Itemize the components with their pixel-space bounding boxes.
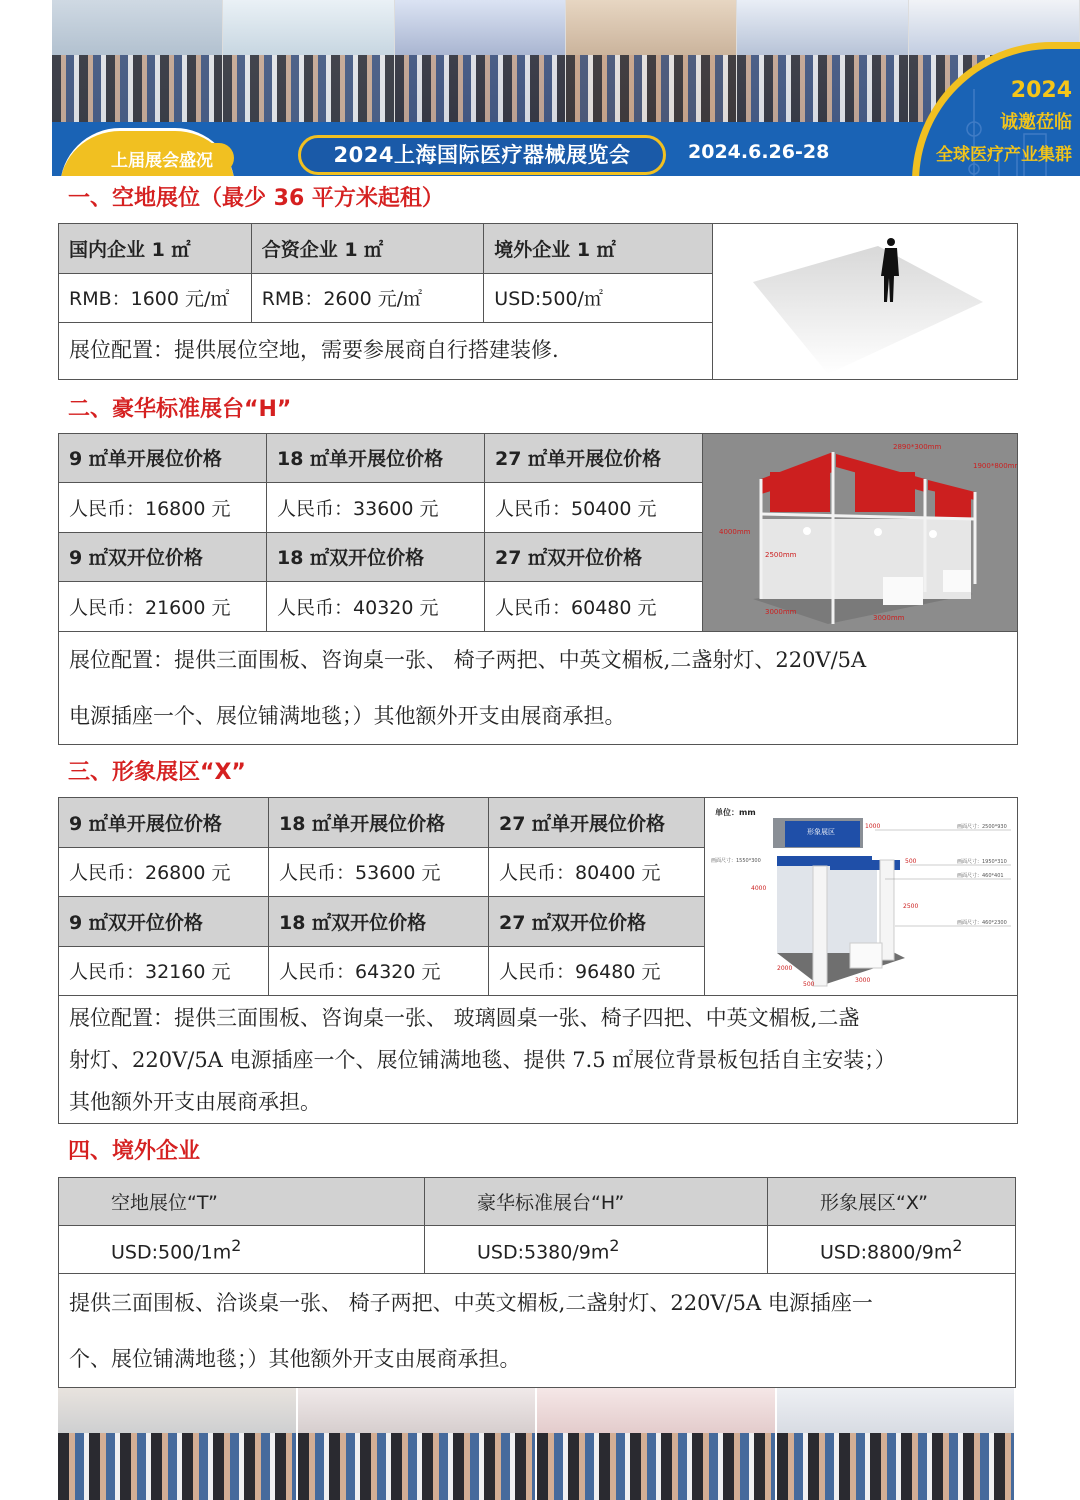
unit-label: 单位：mm xyxy=(715,808,756,817)
photo-collage xyxy=(52,0,1080,122)
table-header: 18 ㎡单开展位价格 xyxy=(267,434,485,483)
exhibition-photo xyxy=(737,0,908,122)
spec-label: 画面尺寸：1550*300 xyxy=(711,858,761,864)
column xyxy=(813,866,827,986)
exhibition-photo xyxy=(298,1388,538,1500)
note-line: 展位配置：提供三面围板、咨询桌一张、 椅子两把、中英文楣板,二盏射灯、220V/5A xyxy=(69,648,867,672)
fascia-board xyxy=(770,472,830,512)
spec-label: 画面尺寸：1950*310 xyxy=(957,859,1007,865)
price-cell: 人民币：32160 元 xyxy=(59,946,269,996)
spotlight-icon xyxy=(874,528,882,536)
note-line: 其他额外开支由展商承担。 xyxy=(69,1089,321,1114)
table-header: 27 ㎡单开展位价格 xyxy=(488,798,704,848)
exhibition-photo xyxy=(566,0,737,122)
price-cell: 人民币：21600 元 xyxy=(59,581,267,631)
exhibition-banner xyxy=(52,0,1080,176)
exhibition-photo xyxy=(58,1388,298,1500)
table-header: 9 ㎡单开展位价格 xyxy=(59,798,269,848)
bottom-photo-strip xyxy=(58,1388,1016,1500)
price-cell: 人民币：80400 元 xyxy=(488,847,704,897)
luxury-standard-price-table xyxy=(58,433,1018,745)
note-line: 射灯、220V/5A 电源插座一个、展位铺满地毯、提供 7.5 ㎡展位背景板包括自主安装；） xyxy=(69,1047,896,1072)
table-header: 形象展区“X” xyxy=(768,1178,1016,1226)
luxury-booth-image xyxy=(703,434,1018,632)
table-header: 空地展位“T” xyxy=(59,1178,425,1226)
dimension-label: 3000mm xyxy=(765,608,797,616)
dimension-label: 3000 xyxy=(855,977,871,984)
exhibition-title: 2024上海国际医疗器械展览会 xyxy=(298,135,666,175)
invitation-subtext: 全球医疗产业集群 xyxy=(936,145,1072,165)
image-zone-price-table xyxy=(58,797,1018,1124)
table-header: 豪华标准展台“H” xyxy=(425,1178,768,1226)
booth-config-note xyxy=(59,1274,1016,1388)
table-header: 9 ㎡单开展位价格 xyxy=(59,434,267,483)
dimension-label: 2500mm xyxy=(765,551,797,559)
price-cell: 人民币：64320 元 xyxy=(269,946,489,996)
image-zone-booth-diagram xyxy=(705,798,1017,990)
dimension-label: 4000 xyxy=(751,885,767,892)
dimension-label: 500 xyxy=(905,858,917,865)
price-cell: $USD:500/1m^2$ xyxy=(59,1226,425,1274)
image-zone-booth-image xyxy=(705,798,1018,996)
price-cell: 人民币：53600 元 xyxy=(269,847,489,897)
desk xyxy=(943,570,971,592)
table-header: 18 ㎡双开位价格 xyxy=(267,532,485,581)
fascia-board xyxy=(935,491,971,519)
note-line: 展位配置：提供三面围板、咨询桌一张、 玻璃圆桌一张、椅子四把、中英文楣板,二盏 xyxy=(69,1005,860,1030)
table-header: 27 ㎡单开展位价格 xyxy=(485,434,703,483)
dimension-label: 4000mm xyxy=(719,528,751,536)
invitation-year: 2024 xyxy=(1010,78,1072,103)
exhibition-photo xyxy=(537,1388,777,1500)
dimension-label: 1900*800mm xyxy=(973,462,1017,470)
price-cell: 人民币：50400 元 xyxy=(485,482,703,532)
spotlight-icon xyxy=(929,530,937,538)
desk xyxy=(883,577,923,605)
luxury-booth-diagram xyxy=(703,434,1017,626)
spec-label: 画面尺寸：2500*930 xyxy=(957,824,1007,830)
table-header: 27 ㎡双开位价格 xyxy=(485,532,703,581)
price-cell: 人民币：96480 元 xyxy=(488,946,704,996)
price-cell: 人民币：60480 元 xyxy=(485,581,703,631)
sign-text: 形象展区 xyxy=(807,828,835,836)
exhibition-photo xyxy=(777,1388,1017,1500)
dimension-label: 500 xyxy=(803,981,815,988)
dimension-label: 2890*300mm xyxy=(893,443,942,451)
price-cell: $USD:5380/9m^2$ xyxy=(425,1226,768,1274)
price-cell: $USD:8800/9m^2$ xyxy=(768,1226,1016,1274)
note-line: 提供三面围板、洽谈桌一张、 椅子两把、中英文楣板,二盏射灯、220V/5A 电源插座一 xyxy=(69,1290,873,1315)
table-header: 境外企业 1 ㎡ xyxy=(484,224,713,274)
note-line: 个、展位铺满地毯；）其他额外开支由展商承担。 xyxy=(69,1346,521,1371)
booth-config-note xyxy=(59,996,1018,1124)
price-cell: RMB：1600 元/㎡ xyxy=(59,273,252,323)
price-cell: 人民币：33600 元 xyxy=(267,482,485,532)
table-header: 9 ㎡双开位价格 xyxy=(59,532,267,581)
overseas-price-table xyxy=(58,1177,1016,1388)
spotlight-icon xyxy=(803,527,811,535)
raw-space-floor-illustration xyxy=(713,224,1017,374)
table-header: 27 ㎡双开位价格 xyxy=(488,897,704,947)
price-cell: 人民币：26800 元 xyxy=(59,847,269,897)
dimension-label: 2000 xyxy=(777,965,793,972)
price-cell: USD:500/㎡ xyxy=(484,273,713,323)
previous-show-label: 上届展会盛况 xyxy=(111,151,213,171)
section-title-overseas: 四、境外企业 xyxy=(68,1139,201,1164)
dimension-label: 3000mm xyxy=(873,614,905,622)
price-cell: RMB：2600 元/㎡ xyxy=(251,273,484,323)
booth-config-note: 展位配置：提供展位空地，需要参展商自行搭建装修. xyxy=(59,323,713,380)
table-header: 18 ㎡单开展位价格 xyxy=(269,798,489,848)
raw-space-price-table xyxy=(58,223,1018,380)
dimension-label: 2500 xyxy=(903,903,919,910)
invitation-text: 诚邀莅临 xyxy=(1000,112,1072,133)
exhibition-photo xyxy=(52,0,223,122)
raw-space-image xyxy=(713,224,1018,380)
table-header: 国内企业 1 ㎡ xyxy=(59,224,252,274)
price-cell: 人民币：40320 元 xyxy=(267,581,485,631)
desk xyxy=(850,943,882,968)
table-header: 合资企业 1 ㎡ xyxy=(251,224,484,274)
booth-config-note xyxy=(59,632,1018,745)
floor-plane xyxy=(753,246,983,374)
table-header: 18 ㎡双开位价格 xyxy=(269,897,489,947)
spec-label: 画面尺寸：460*401 xyxy=(957,873,1004,879)
section-title-image-zone: 三、形象展区“X” xyxy=(68,760,246,785)
exhibition-photo xyxy=(223,0,394,122)
price-cell: 人民币：16800 元 xyxy=(59,482,267,532)
section-title-raw-space: 一、空地展位（最少 36 平方米起租） xyxy=(68,186,444,211)
exhibition-date: 2024.6.26-28 xyxy=(688,141,830,163)
fascia-board xyxy=(855,472,915,512)
note-line: 电源插座一个、展位铺满地毯；）其他额外开支由展商承担。 xyxy=(69,704,626,728)
table-header: 9 ㎡双开位价格 xyxy=(59,897,269,947)
section-title-luxury-standard: 二、豪华标准展台“H” xyxy=(68,397,292,422)
spec-label: 画面尺寸：460*2300 xyxy=(957,920,1007,926)
exhibition-photo xyxy=(395,0,566,122)
dimension-label: 1000 xyxy=(865,823,881,830)
